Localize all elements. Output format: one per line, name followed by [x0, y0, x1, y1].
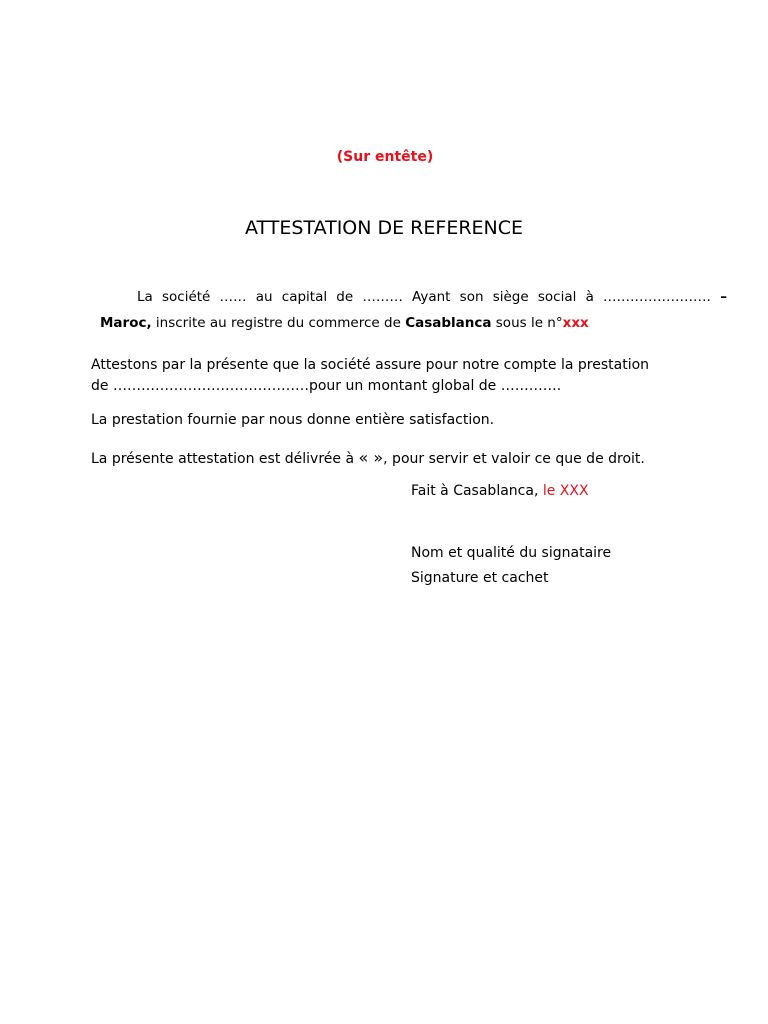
intro-word: société: [161, 289, 211, 305]
intro-word: social: [537, 289, 577, 305]
intro-word: capital: [281, 289, 328, 305]
delivery-statement: [91, 448, 645, 467]
registry-number-value: xxx: [562, 315, 589, 331]
country-name: Maroc,: [100, 315, 152, 331]
intro-placeholder: ……: [219, 289, 247, 305]
header-note: (Sur entête): [336, 149, 434, 165]
date-placeholder: le XXX: [542, 483, 589, 499]
registry-number-label: sous le n°: [491, 315, 563, 331]
intro-word: de: [336, 289, 354, 305]
place-and-date: [411, 483, 589, 499]
delivery-text-after: , pour servir et valoir ce que de droit.: [383, 451, 645, 467]
signatory-line: Nom et qualité du signataire: [411, 545, 612, 561]
intro-dash: –: [720, 289, 727, 305]
intro-word: à: [585, 289, 594, 305]
registry-city: Casablanca: [405, 315, 492, 331]
address-placeholder: ……………………: [603, 289, 712, 305]
company-intro-line-2: [100, 315, 589, 331]
intro-word: au: [255, 289, 273, 305]
company-intro-line-1: [137, 289, 727, 305]
place-text: Fait à Casablanca,: [411, 483, 543, 499]
intro-word: siège: [492, 289, 529, 305]
intro-word: son: [459, 289, 484, 305]
delivery-quotes: « »: [358, 448, 384, 467]
delivery-text-before: La présente attestation est délivrée à: [91, 451, 359, 467]
attestation-line-2: de ……………………………………pour un montant global de ………….: [91, 378, 562, 394]
document-title: ATTESTATION DE REFERENCE: [244, 217, 524, 239]
registry-text: inscrite au registre du commerce de: [151, 315, 406, 331]
satisfaction-statement: La prestation fournie par nous donne entière satisfaction.: [91, 412, 495, 428]
capital-placeholder: ………: [362, 289, 403, 305]
intro-word: La: [137, 289, 153, 305]
signature-line: Signature et cachet: [411, 570, 549, 586]
attestation-line-1: Attestons par la présente que la société assure pour notre compte la prestation: [91, 357, 650, 373]
intro-word: Ayant: [412, 289, 451, 305]
